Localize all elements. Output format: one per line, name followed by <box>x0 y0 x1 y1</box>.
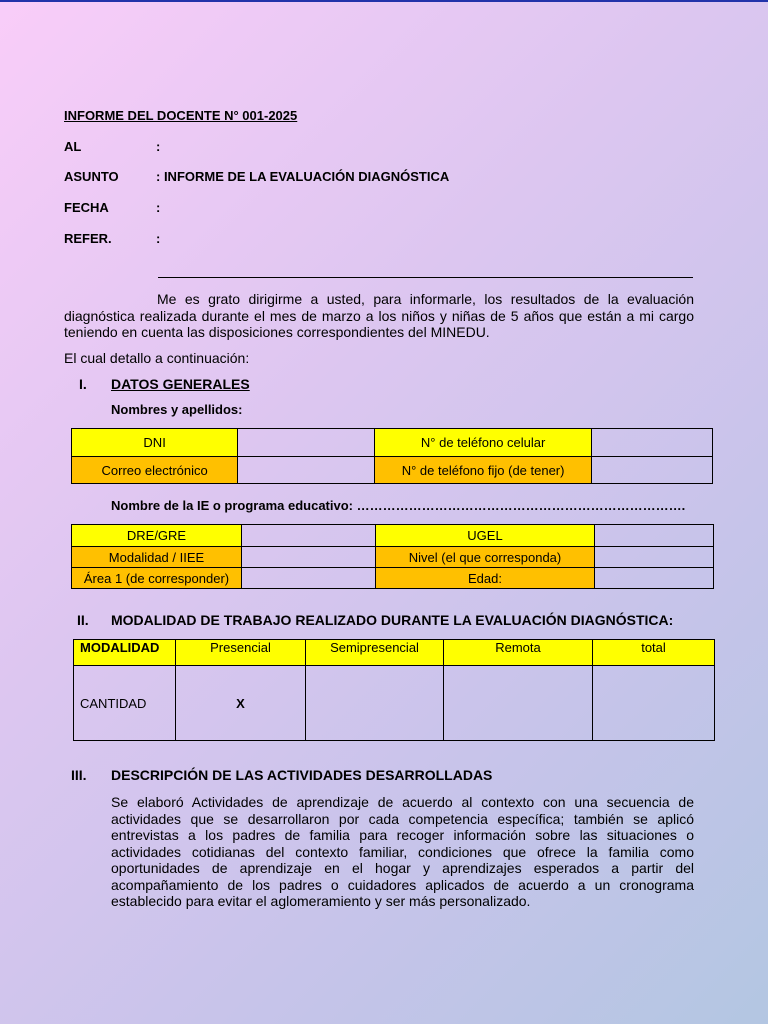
modalidad-value[interactable] <box>242 547 376 568</box>
section1-title: DATOS GENERALES <box>111 376 250 392</box>
cell-phone-label: N° de teléfono celular <box>375 429 591 457</box>
field-value-fecha: : <box>156 200 161 215</box>
modalidad-label: Modalidad / IIEE <box>72 547 242 568</box>
edad-value[interactable] <box>595 568 714 589</box>
area-label: Área 1 (de corresponder) <box>72 568 242 589</box>
section2-number: II. <box>77 612 89 628</box>
field-label-asunto: ASUNTO <box>64 169 119 184</box>
section3-title: DESCRIPCIÓN DE LAS ACTIVIDADES DESARROLLADAS <box>111 767 493 783</box>
dre-label: DRE/GRE <box>72 525 242 547</box>
field-label-refer: REFER. <box>64 231 112 246</box>
dre-value[interactable] <box>242 525 376 547</box>
area-value[interactable] <box>242 568 376 589</box>
cantidad-label: CANTIDAD <box>74 666 176 741</box>
presencial-cell[interactable]: X <box>176 666 306 741</box>
section1-number: I. <box>79 376 87 392</box>
cell-phone-value[interactable] <box>591 429 712 457</box>
field-value-refer: : <box>156 231 161 246</box>
personal-data-table <box>71 428 713 484</box>
ugel-label: UGEL <box>376 525 595 547</box>
email-value[interactable] <box>238 457 375 484</box>
remota-header: Remota <box>444 640 593 666</box>
edad-label: Edad: <box>376 568 595 589</box>
dni-label: DNI <box>72 429 238 457</box>
dni-value[interactable] <box>238 429 375 457</box>
intro-paragraph: Me es grato dirigirme a usted, para informarle, los resultados de la evaluación diagnóstica realizada durante el mes de marzo a los niños y niñas de 5 años que están a mi cargo teniendo en cuenta las disposiciones correspondientes del MINEDU. <box>64 291 694 340</box>
ugel-value[interactable] <box>595 525 714 547</box>
landline-label: N° de teléfono fijo (de tener) <box>375 457 591 484</box>
field-value-al: : <box>156 139 161 154</box>
modality-header-label: MODALIDAD <box>74 640 176 666</box>
nivel-label: Nivel (el que corresponda) <box>376 547 595 568</box>
institution-table <box>71 524 714 589</box>
section2-title: MODALIDAD DE TRABAJO REALIZADO DURANTE LA EVALUACIÓN DIAGNÓSTICA: <box>111 612 674 628</box>
field-label-fecha: FECHA <box>64 200 109 215</box>
report-title: INFORME DEL DOCENTE N° 001-2025 <box>64 108 298 123</box>
landline-value[interactable] <box>591 457 712 484</box>
nivel-value[interactable] <box>595 547 714 568</box>
total-cell[interactable] <box>593 666 715 741</box>
semipresencial-header: Semipresencial <box>306 640 444 666</box>
total-header: total <box>593 640 715 666</box>
ie-label: Nombre de la IE o programa educativo: …………………………………………………………………. <box>111 498 686 513</box>
modality-table <box>73 639 715 741</box>
section3-paragraph: Se elaboró Actividades de aprendizaje de acuerdo al contexto con una secuencia de actividades que se desarrollaron por cada competencia específica; también se aplicó entrevistas a los padres de familia para recoger información sobre las situaciones o actividades cotidianas del contexto familiar, condiciones que ofrece la familia como oportunidades de aprendizaje en el hogar y aprendizajes esperados a partir del acompañamiento de los padres o cuidadores aplicados de acuerdo a un cronograma establecido para evitar el aglomeramiento y ser más personalizado. <box>111 794 694 909</box>
remota-cell[interactable] <box>444 666 593 741</box>
semipresencial-cell[interactable] <box>306 666 444 741</box>
email-label: Correo electrónico <box>72 457 238 484</box>
separator-line <box>158 277 693 278</box>
section3-number: III. <box>71 767 87 783</box>
names-label: Nombres y apellidos: <box>111 402 243 417</box>
field-label-al: AL <box>64 139 82 154</box>
presencial-header: Presencial <box>176 640 306 666</box>
top-border-line <box>0 0 768 2</box>
intro-detail: El cual detallo a continuación: <box>64 350 250 366</box>
field-value-asunto: : INFORME DE LA EVALUACIÓN DIAGNÓSTICA <box>156 169 450 184</box>
